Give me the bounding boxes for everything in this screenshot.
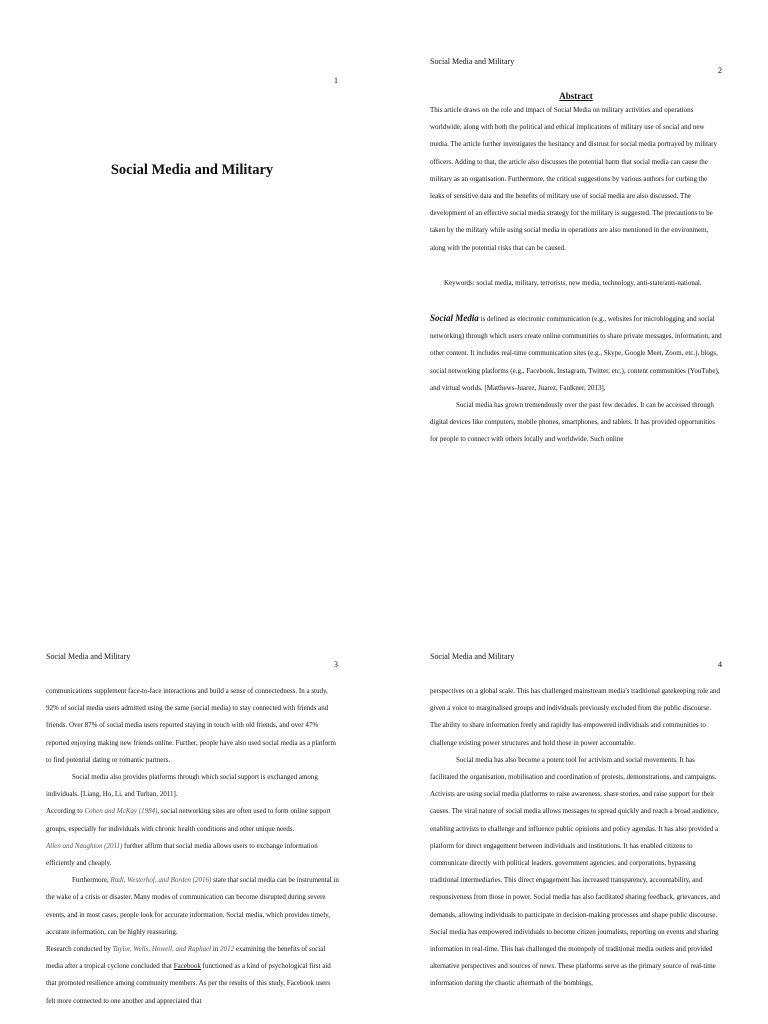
citation: Cohen and McKay (1984) — [84, 807, 158, 816]
text-run: According to — [46, 807, 85, 816]
text-run: examining the benefits of social media after a tropical cyclone concluded that — [46, 945, 326, 971]
page-1 — [0, 0, 384, 512]
abstract-heading: Abstract — [559, 91, 593, 101]
text-run: Research conducted by — [46, 945, 113, 954]
citation: Allen and Naughton (2011) — [46, 841, 123, 850]
body-paragraph — [46, 941, 339, 1010]
page-2 — [384, 0, 768, 512]
citation: Taylor, Wells, Howell, and Raphael — [112, 945, 212, 954]
page-4 — [384, 512, 768, 1024]
page-number: 2 — [718, 66, 722, 75]
page-number: 4 — [718, 660, 722, 669]
text-run: further affirm that social media allows users to exchange information efficiently and cheaply. — [46, 841, 318, 868]
text-run: in — [211, 945, 221, 954]
body-paragraph — [46, 803, 339, 837]
keywords: Keywords: social media, military, terrorists, new media, technology, anti-state/anti-national. — [444, 278, 702, 287]
facebook-link-text: Facebook — [173, 962, 201, 971]
body-paragraph: The ability to share information freely and rapidly has empowered individuals and communities to challenge existing power structures and hold those in power accountable. — [430, 721, 706, 747]
page-number: 1 — [334, 76, 338, 85]
body-paragraph: communications supplement face-to-face interactions and build a sense of connectedness. In a study, 92% of social media users admitted using the same (social media) to stay connected with friends and friends. Over 87% of social media users reported staying in touch with old friends, and over 47% reported enjoying making new friends online. Further, people have also used social media as a platform to find potential dating or romantic partners. — [46, 687, 336, 764]
page-body — [430, 102, 723, 449]
page-body — [46, 683, 339, 1010]
defined-term: Social Media — [430, 313, 479, 324]
running-head: Social Media and Military — [46, 652, 131, 661]
body-paragraph — [46, 872, 339, 941]
document-title: Social Media and Military — [110, 162, 274, 178]
running-head: Social Media and Military — [430, 57, 515, 66]
citation: Rudi, Westerhof, and Borden (2016) — [110, 876, 212, 885]
citation-year: 2012 — [220, 945, 235, 954]
abstract-text: This article draws on the role and impact of Social Media on military activities and operations worldwide, along with both the political and ethical implications of military use of social and new media. The article further investigates the hesitancy and distrust for social media portrayed by military officers. Adding to that, the article also discusses the potential harm that social media can cause the military as an organisation. Furthermore, the critical suggestions by various authors for curbing the leaks of sensitive data and the benefits of military use of social media are also discussed. The development of an effective social media strategy for the military is suggested. The precautions to be taken by the military while using social media in operations are also mentioned in the environment, along with the potential risks that can be caused. — [430, 106, 717, 252]
definition-paragraph — [430, 310, 723, 397]
body-paragraph: Social media has grown tremendously over the past few decades. It can be accessed through digital devices like computers, mobile phones, smartphones, and tablets. It has provided opportunities for people to connect with others locally and worldwide. Such online — [430, 401, 715, 444]
body-paragraph — [46, 838, 339, 872]
text-run: state that social media can be instrumental in the wake of a crisis or disaster. Many modes of communication can become disrupted during severe events, and in most cases, people look for accurate information. Social media, which provides timely, accurate information, can be highly reassuring. — [46, 876, 339, 936]
text-run: functioned as a kind of psychological first aid that promoted resilience among community members. As per the results of this study, Facebook users felt more connected to one another and appreciated that — [46, 962, 331, 1005]
page-3 — [0, 512, 384, 1024]
page-body — [430, 683, 723, 993]
definition-text: is defined as electronic communication (e.g., websites for microblogging and social networking) through which users create online communities to share private messages, information, and other content. It includes real-time communication sites (e.g., Skype, Google Meet, Zoom, etc.), blogs, social networking platforms (e.g., Facebook, Instagram, Twitter, etc.), content communities (YouTube), and virtual worlds. [Matthews-Juarez, Juarez, Faulkner, 2013]. — [430, 315, 722, 392]
text-run: , social networking sites are often used to form online support groups, especially for individuals with chronic health conditions and other unique needs. — [46, 807, 331, 833]
running-head: Social Media and Military — [430, 652, 515, 661]
body-paragraph: Social media has also become a potent tool for activism and social movements. It has facilitated the organisation, mobilisation and coordination of protests, demonstrations, and campaigns. Activists are using social media platforms to raise awareness, share stories, and raise support for their causes. The viral nature of social media allows messages to spread quickly and reach a broad audience, enabling activists to challenge and influence public opinions and policy agendas. It has also provided a platform for direct engagement between individuals and institutions. It has enabled citizens to communicate directly with political leaders, government agencies, and corporations, bypassing traditional intermediaries. This direct engagement has increased transparency, accountability, and responsiveness from those in power. Social media has also facilitated sharing feedback, grievances, and demands, allowing individuals to participate in decision-making processes and shape public discourse. Social media has empowered individuals to become citizen journalists, reporting on events and sharing information in real-time. This has challenged the monopoly of traditional media outlets and provided alternative perspectives and sources of news. These platforms serve as the primary source of real-time information during the chaotic aftermath of the bombings, — [430, 755, 721, 988]
body-paragraph: Social media also provides platforms through which social support is exchanged among individuals. [Liang, Ho, Li, and Turban, 2011]. — [46, 773, 318, 799]
page-number: 3 — [334, 660, 338, 669]
body-paragraph: perspectives on a global scale. This has challenged mainstream media's traditional gatekeeping role and given a voice to marginalised groups and individuals previously excluded from the public discourse. — [430, 687, 720, 713]
text-run: Furthermore, — [72, 876, 111, 885]
